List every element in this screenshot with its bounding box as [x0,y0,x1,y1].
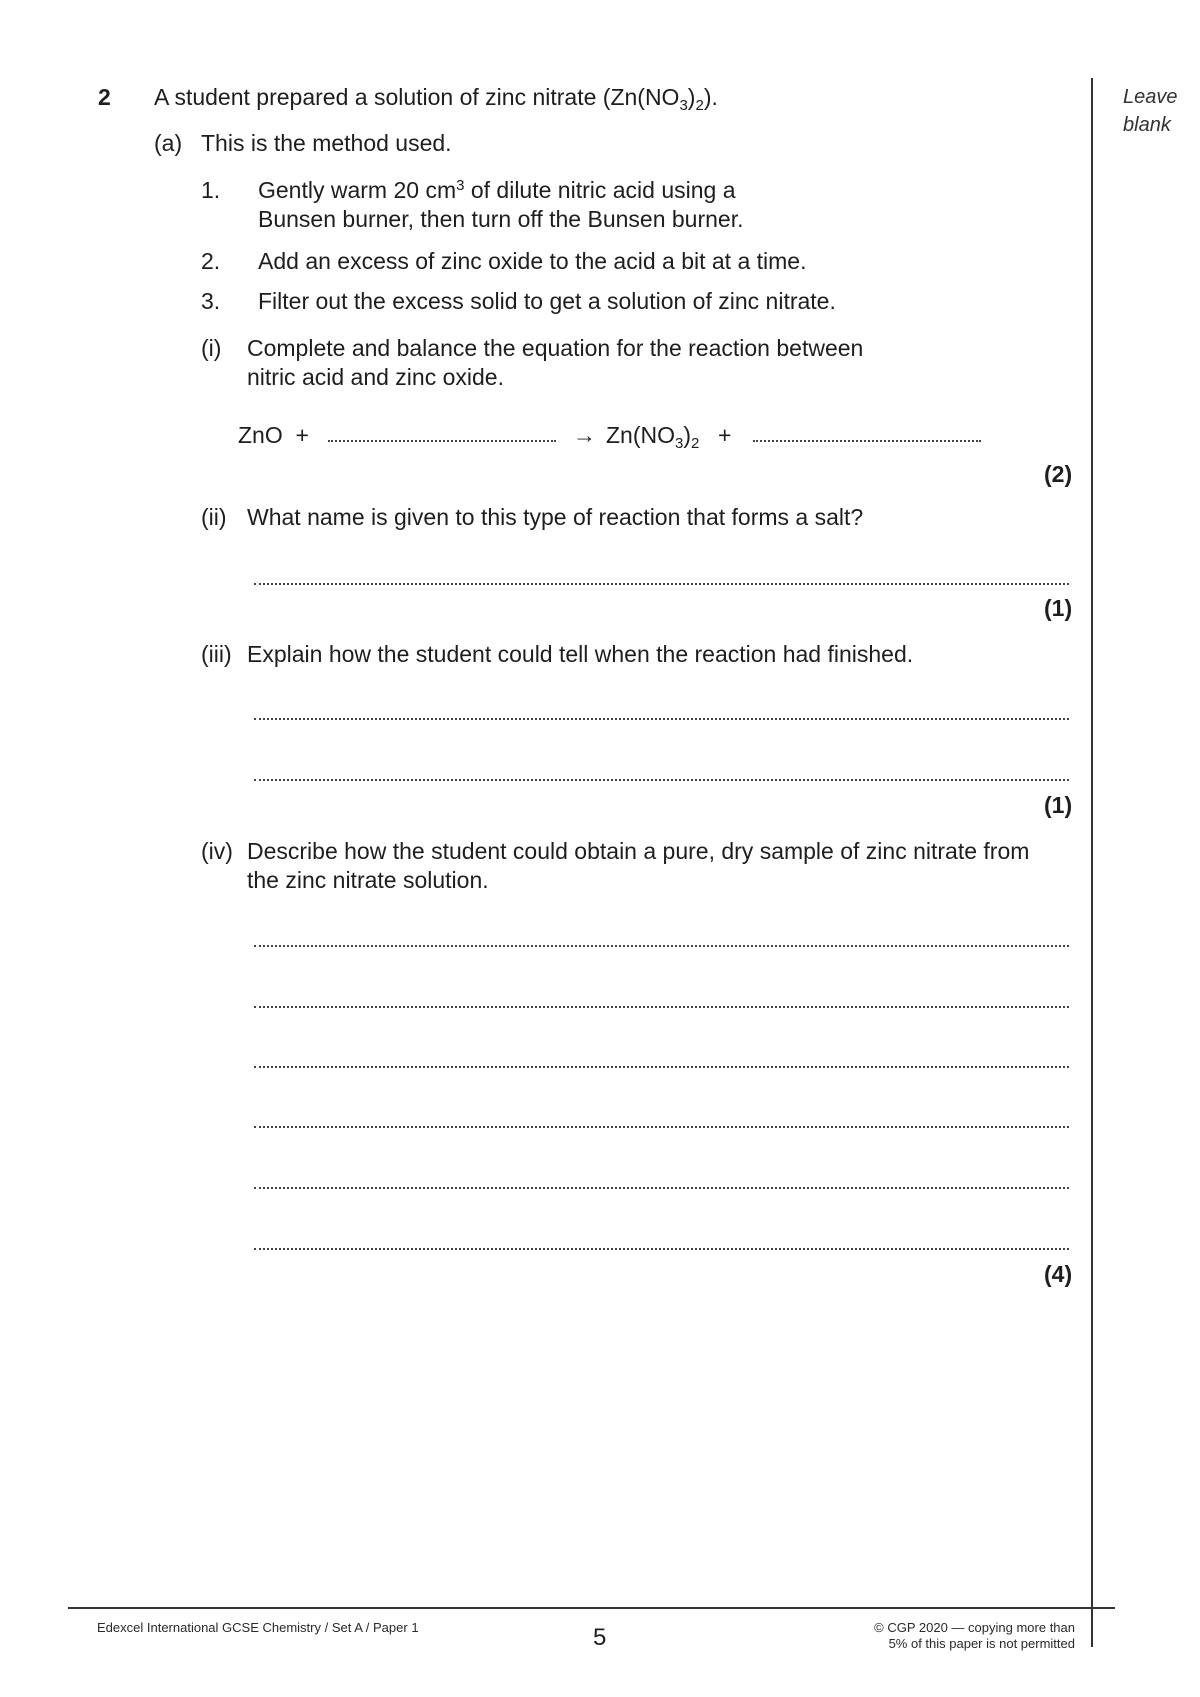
sub-iv-label: (iv) [201,838,233,864]
step-number: 3. [201,288,221,314]
product-subscript: 2 [691,435,700,452]
sub-iii-text: Explain how the student could tell when the reaction had finished. [247,641,914,667]
equation-plus: + [718,422,732,448]
stem-end: ). [703,84,718,110]
answer-line[interactable] [254,1066,1069,1068]
leave-blank-label [1123,83,1178,139]
leave-label-line2: blank [1123,114,1171,136]
footer-left-text: Edexcel International GCSE Chemistry / Set A / Paper 1 [97,1620,419,1635]
answer-line[interactable] [254,583,1069,585]
equation-reactant: ZnO + [238,422,309,448]
footer-rule [68,1607,1115,1609]
marks-badge: (4) [1044,1261,1073,1287]
sub-iv-text-line1: Describe how the student could obtain a pure, dry sample of zinc nitrate from [247,838,1030,864]
page-number: 5 [593,1624,607,1651]
marks-badge: (2) [1044,461,1073,487]
step-text: Add an excess of zinc oxide to the acid a bit at a time. [258,248,807,274]
answer-line[interactable] [254,1248,1069,1250]
question-number: 2 [98,84,111,110]
product-text: Zn(NO [606,422,675,448]
answer-line[interactable] [254,945,1069,947]
marks-badge: (1) [1044,595,1073,621]
stem-paren: ) [687,84,696,110]
sub-i-text-line1: Complete and balance the equation for the reaction between [247,335,864,361]
step-text-part: of dilute nitric acid using a [464,177,736,203]
answer-line[interactable] [254,1126,1069,1128]
marks-badge: (1) [1044,792,1073,818]
sub-i-label: (i) [201,335,222,361]
equation-blank-product[interactable] [753,440,981,442]
stem-subscript: 3 [679,97,688,114]
equation-blank-reactant[interactable] [328,440,556,442]
answer-line[interactable] [254,779,1069,781]
product-subscript: 3 [675,435,684,452]
copyright-line2: 5% of this paper is not permitted [888,1636,1075,1651]
sub-ii-label: (ii) [201,504,227,530]
sub-ii-text: What name is given to this type of reaction that forms a salt? [247,504,864,530]
answer-line[interactable] [254,718,1069,720]
copyright-line1: © CGP 2020 — copying more than [874,1620,1075,1635]
step-number: 1. [201,177,221,203]
step-text: Filter out the excess solid to get a solution of zinc nitrate. [258,288,836,314]
step-number: 2. [201,248,221,274]
answer-line[interactable] [254,1006,1069,1008]
sub-iv-text-line2: the zinc nitrate solution. [247,867,489,893]
stem-subscript: 2 [695,97,704,114]
answer-line[interactable] [254,1187,1069,1189]
stem-text: A student prepared a solution of zinc nitrate (Zn(NO [154,84,680,110]
step-text-part: Gently warm 20 cm [258,177,457,203]
sub-iii-label: (iii) [201,641,232,667]
sub-i-text-line2: nitric acid and zinc oxide. [247,364,504,390]
margin-rule [1091,78,1093,1647]
equation-product [606,421,700,452]
part-a-label: (a) [154,130,183,156]
step-text-line2: Bunsen burner, then turn off the Bunsen burner. [258,206,744,232]
footer-copyright [800,1620,1075,1652]
question-stem [154,83,718,114]
part-a-intro: This is the method used. [201,130,452,156]
product-paren: ) [683,422,692,448]
step-text [258,176,736,204]
equation-arrow: → [573,422,596,448]
leave-label-line1: Leave [1123,86,1178,108]
step-superscript: 3 [456,177,465,194]
